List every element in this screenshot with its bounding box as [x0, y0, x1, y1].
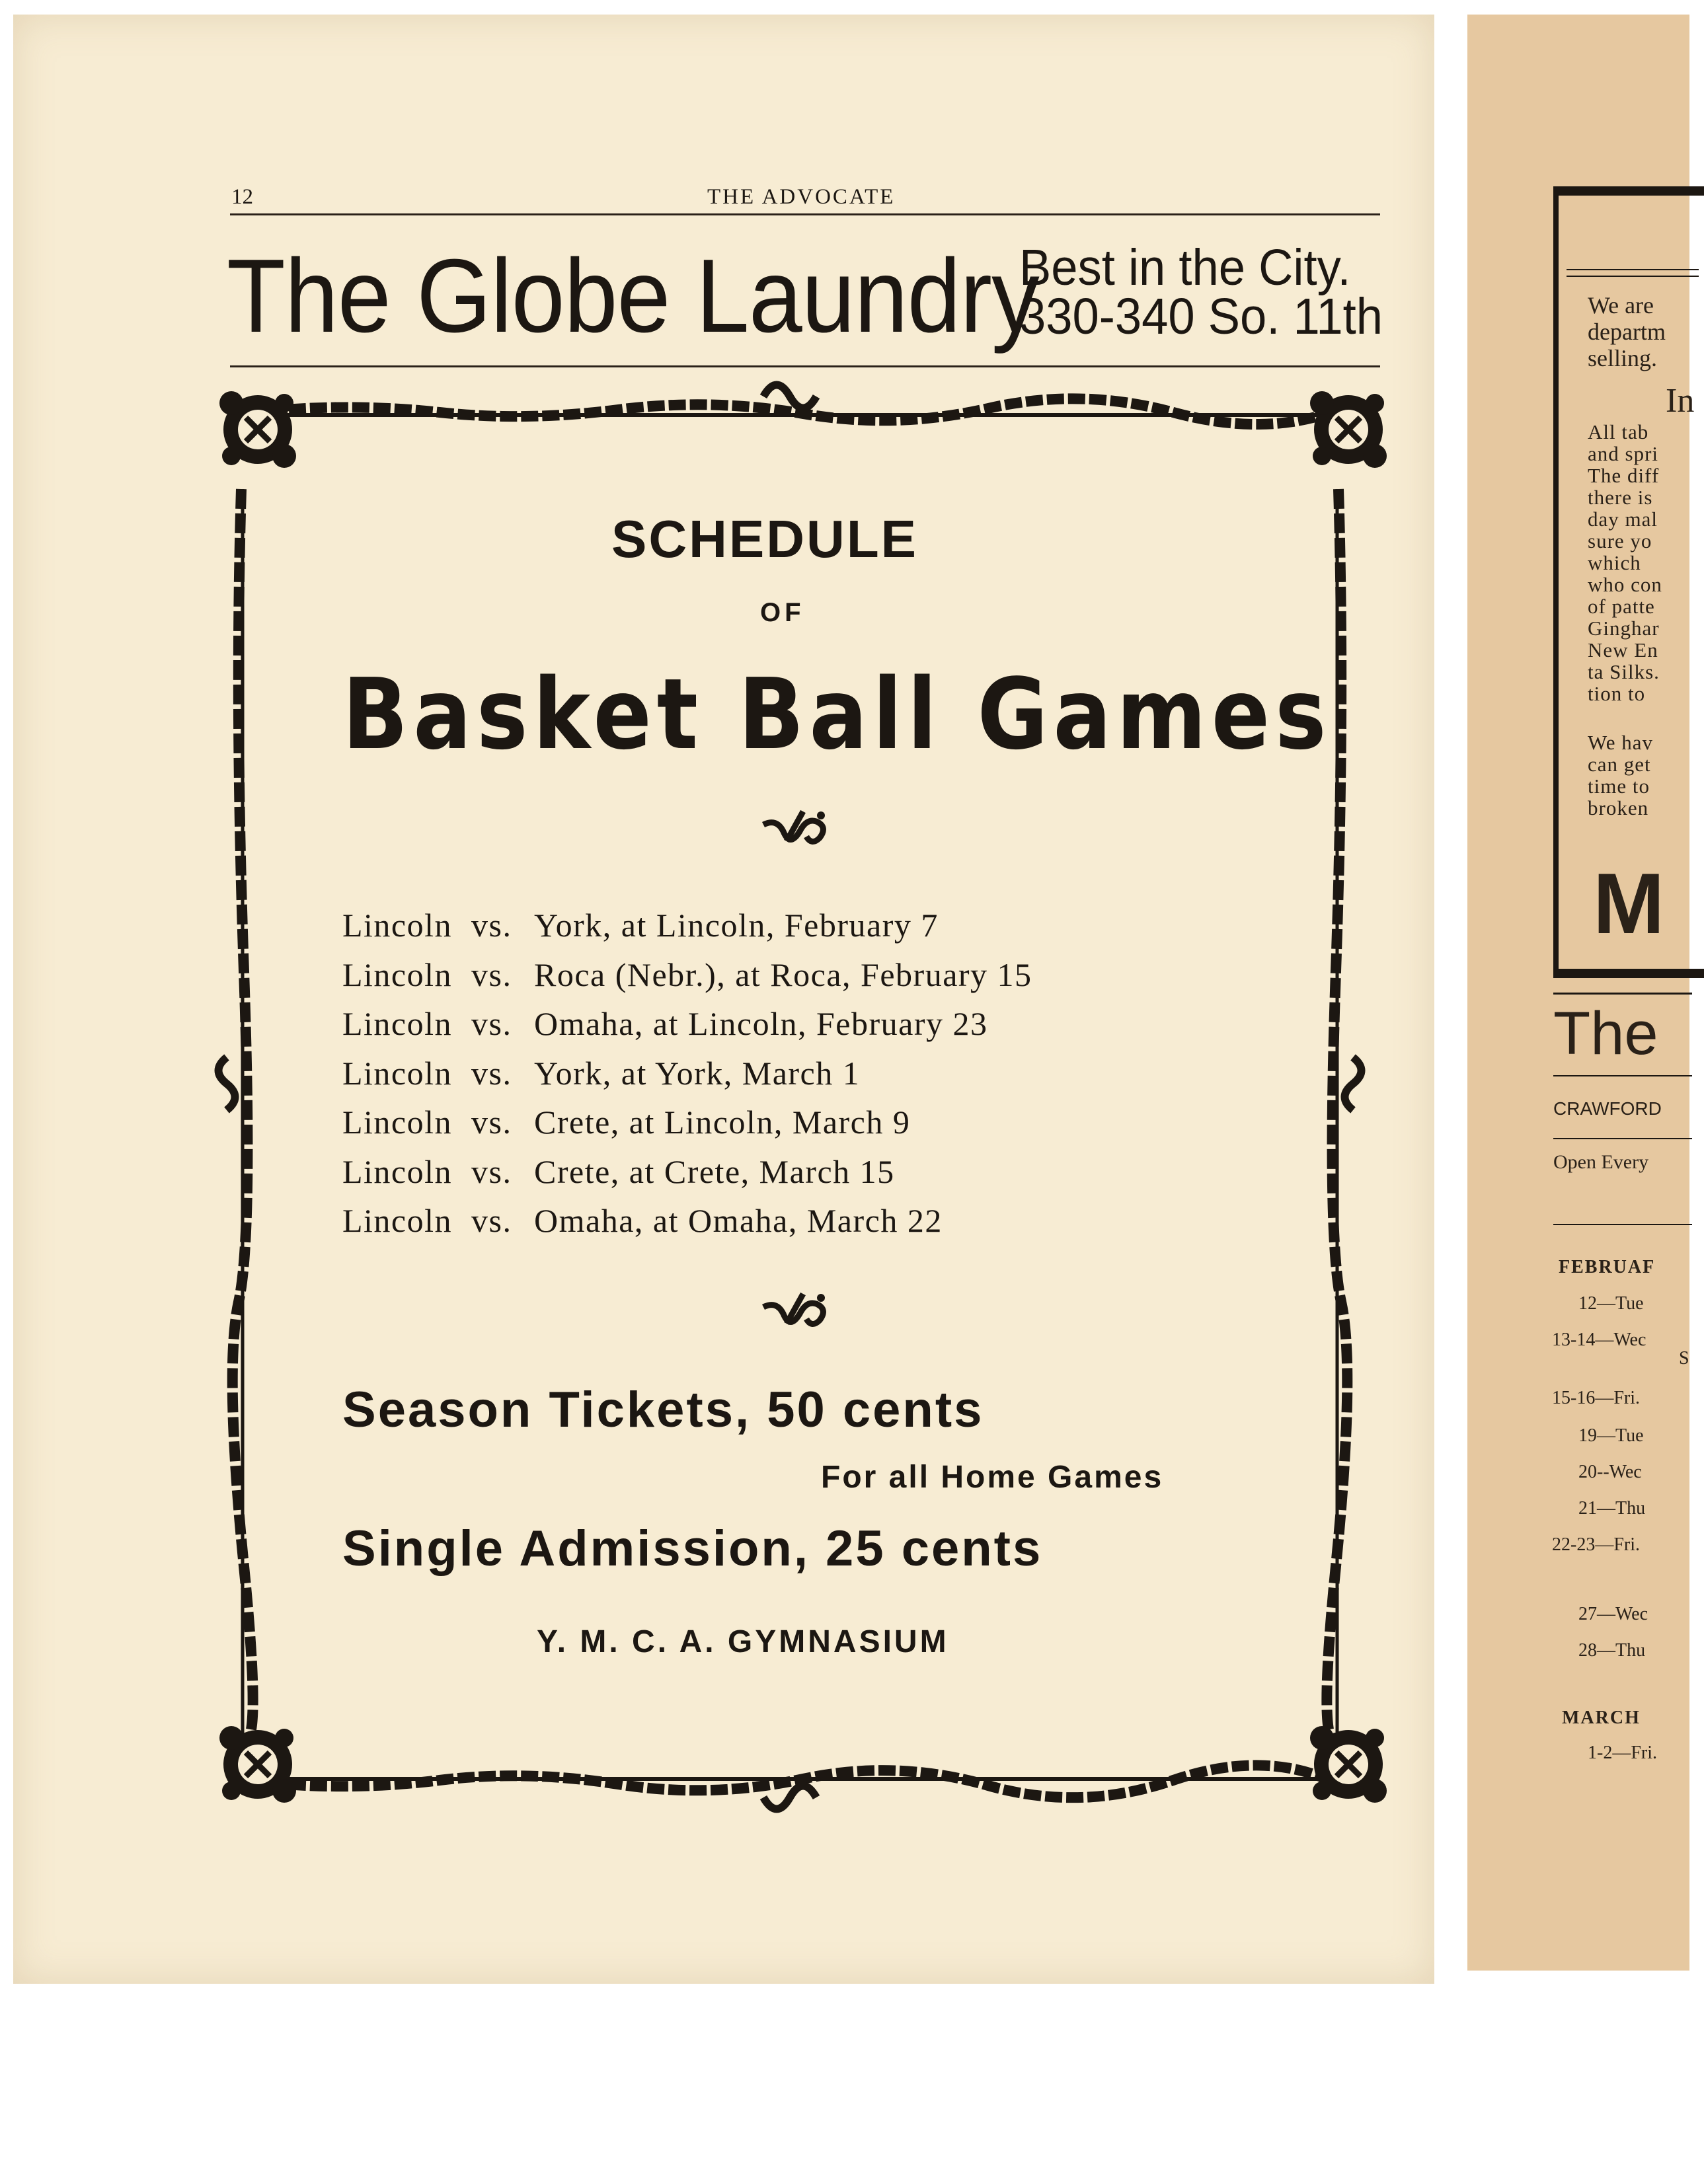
header-rule	[230, 213, 1380, 215]
adjacent-date-line: 21—Thu	[1578, 1498, 1646, 1519]
adjacent-text-line: day mal	[1588, 508, 1658, 531]
of-word: OF	[760, 598, 805, 627]
adjacent-text-line: All tab	[1588, 420, 1649, 443]
game-vs: vs.	[471, 1202, 512, 1239]
adjacent-text-line: The diff	[1588, 464, 1660, 487]
laundry-tagline-line1: Best in the City.	[1019, 239, 1351, 296]
adjacent-date-line: 19—Tue	[1578, 1425, 1644, 1446]
season-tickets-price: Season Tickets, 50 cents	[342, 1382, 984, 1438]
game-detail: Omaha, at Lincoln, February 23	[534, 1005, 988, 1042]
ad-title: Basket Ball Games	[342, 658, 1332, 771]
adjacent-text-line: there is	[1588, 486, 1653, 509]
schedule-heading: SCHEDULE	[611, 509, 919, 568]
adjacent-text-line: time to	[1588, 774, 1650, 798]
single-admission-price: Single Admission, 25 cents	[342, 1521, 1043, 1577]
games-list	[342, 905, 1032, 1250]
home-games-note: For all Home Games	[821, 1460, 1164, 1495]
dingbat-ornament-icon	[760, 1287, 833, 1334]
game-entry	[342, 1004, 1032, 1053]
game-entry	[342, 1201, 1032, 1250]
game-vs: vs.	[471, 956, 512, 993]
laundry-name: The Globe Laundry	[227, 238, 1039, 354]
game-team: Lincoln	[342, 956, 453, 993]
adjacent-date-line: 27—Wec	[1578, 1604, 1648, 1624]
game-detail: York, at York, March 1	[534, 1054, 861, 1092]
ad-divider-rule	[230, 365, 1380, 367]
adjacent-heading-fragment: In	[1666, 382, 1695, 420]
laundry-tagline	[1019, 239, 1383, 345]
adjacent-date-line: 12—Tue	[1578, 1293, 1644, 1314]
adjacent-the-fragment: The	[1553, 1000, 1658, 1067]
adjacent-date-line: 15-16—Fri.	[1552, 1388, 1640, 1408]
game-detail: Crete, at Lincoln, March 9	[534, 1104, 911, 1141]
game-team: Lincoln	[342, 1005, 453, 1042]
adjacent-body-text-2	[1588, 732, 1653, 819]
game-team: Lincoln	[342, 1104, 453, 1141]
adjacent-march: MARCH	[1562, 1708, 1641, 1728]
adjacent-ad-intro: We are departm selling.	[1588, 292, 1666, 371]
game-team: Lincoln	[342, 1054, 453, 1092]
adjacent-text-line: who con	[1588, 573, 1662, 596]
venue-name: Y. M. C. A. GYMNASIUM	[537, 1624, 949, 1659]
game-team: Lincoln	[342, 907, 453, 944]
adjacent-date-line: 28—Thu	[1578, 1640, 1646, 1661]
adjacent-march-date: 1-2—Fri.	[1588, 1743, 1657, 1763]
game-team: Lincoln	[342, 1202, 453, 1239]
game-entry	[342, 1102, 1032, 1152]
adjacent-date-line: 22-23—Fri.	[1552, 1534, 1640, 1555]
game-detail: York, at Lincoln, February 7	[534, 907, 939, 944]
adjacent-text-line: We hav	[1588, 731, 1654, 754]
game-detail: Omaha, at Omaha, March 22	[534, 1202, 943, 1239]
game-entry	[342, 955, 1032, 1004]
adjacent-text-line: broken	[1588, 796, 1649, 819]
running-head: THE ADVOCATE	[707, 185, 896, 209]
adjacent-text-line: sure yo	[1588, 529, 1652, 552]
laundry-address: 330-340 So. 11th	[1019, 288, 1383, 345]
adjacent-page	[1467, 15, 1695, 1971]
adjacent-text-line: ta Silks.	[1588, 660, 1660, 683]
game-vs: vs.	[471, 1152, 512, 1190]
game-entry	[342, 905, 1032, 955]
adjacent-open-every: Open Every	[1553, 1151, 1649, 1173]
adjacent-text-line: can get	[1588, 753, 1651, 776]
adjacent-text-line: which	[1588, 551, 1641, 574]
adjacent-text-line: of patte	[1588, 595, 1655, 618]
game-detail: Roca (Nebr.), at Roca, February 15	[534, 956, 1032, 993]
page-number: 12	[231, 185, 253, 209]
adjacent-date-line: S	[1679, 1348, 1689, 1369]
dingbat-ornament-icon	[760, 805, 833, 851]
game-detail: Crete, at Crete, March 15	[534, 1152, 895, 1190]
game-vs: vs.	[471, 907, 512, 944]
adjacent-text-line: and spri	[1588, 442, 1659, 465]
game-entry	[342, 1053, 1032, 1103]
adjacent-date-line: 13-14—Wec	[1552, 1330, 1646, 1350]
game-vs: vs.	[471, 1054, 512, 1092]
adjacent-big-letter: M	[1593, 855, 1665, 952]
game-entry	[342, 1152, 1032, 1201]
adjacent-text-line: Ginghar	[1588, 617, 1660, 640]
adjacent-body-text	[1588, 421, 1662, 704]
adjacent-date-line: 20--Wec	[1578, 1462, 1642, 1482]
adjacent-february: FEBRUAF	[1559, 1257, 1656, 1277]
adjacent-text-line: tion to	[1588, 682, 1646, 705]
game-vs: vs.	[471, 1104, 512, 1141]
adjacent-text-line: New En	[1588, 638, 1658, 661]
adjacent-crawford: CRAWFORD	[1553, 1098, 1662, 1119]
game-team: Lincoln	[342, 1152, 453, 1190]
game-vs: vs.	[471, 1005, 512, 1042]
